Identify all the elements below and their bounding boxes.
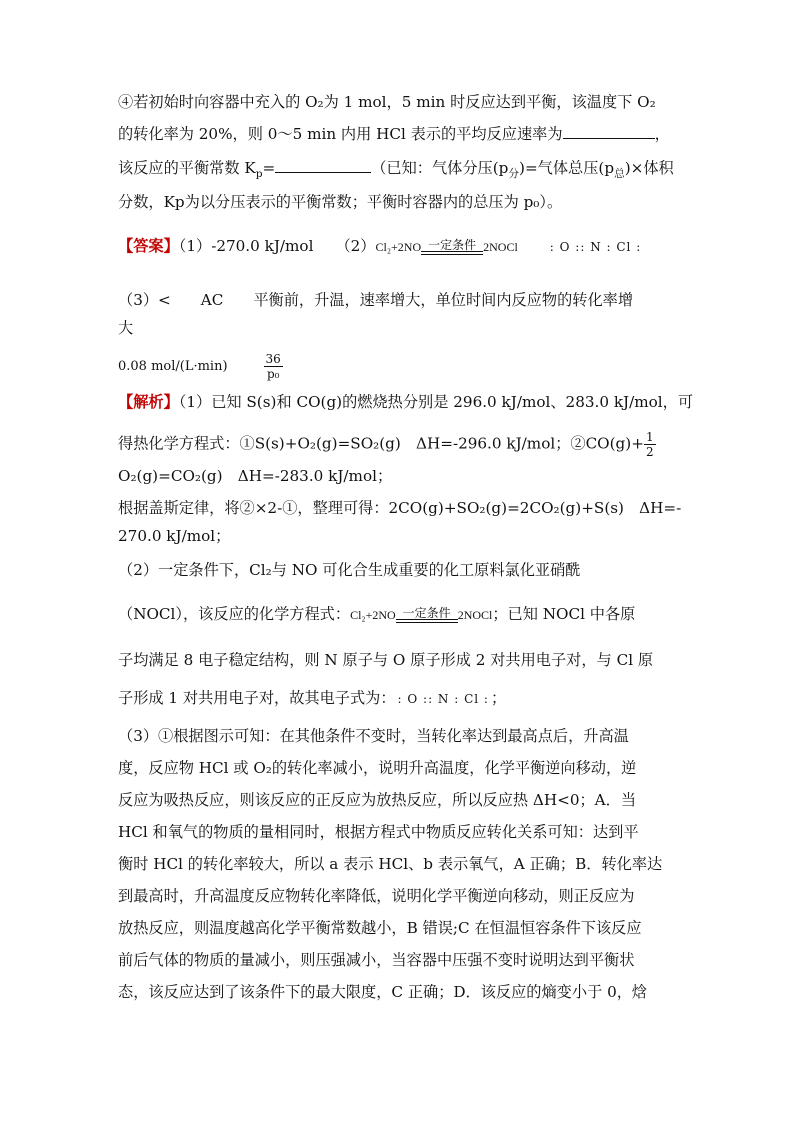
answer-tag: 【答案】 — [118, 237, 179, 255]
q4-line-2-text: 的转化率为 20%，则 0～5 min 内用 HCl 表示的平均反应速率为 — [118, 125, 563, 143]
answer-line-3: 大 — [118, 319, 134, 337]
q4-note-mid: )=气体总压(p — [519, 159, 615, 177]
analysis-line-5: 270.0 kJ/mol； — [118, 527, 231, 545]
half-fraction — [644, 430, 656, 459]
answer-line-2 — [118, 290, 633, 310]
answer-part-1: （1）-270.0 kJ/mol — [178, 237, 314, 255]
lewis-structure-2: : O :: N : Cl : — [397, 692, 489, 706]
analysis-l7-text: （NOCl），该反应的化学方程式： — [118, 605, 351, 623]
q4-line-3 — [118, 158, 674, 184]
eq-right: 2NOCl — [483, 240, 518, 254]
answer-part-2: （2） — [335, 237, 376, 255]
analysis-line-10: （3）①根据图示可知：在其他条件不变时，当转化率达到最高点后，升高温 — [118, 727, 629, 745]
analysis-line-9 — [118, 688, 506, 709]
p-fen-sub: 分 — [508, 167, 520, 181]
answer-kp-fraction — [264, 352, 283, 381]
half-numerator: 1 — [645, 430, 654, 444]
kp-numerator: 36 — [265, 352, 281, 366]
analysis-line-14: 衡时 HCl 的转化率较大，所以 a 表示 HCl、b 表示氧气，A 正确；B．转化率达 — [118, 855, 663, 873]
q4-note-end: )×体积 — [624, 159, 674, 177]
answer-reason-1: 平衡前，升温，速率增大，单位时间内反应物的转化率增 — [253, 291, 634, 309]
q4-equals: = — [262, 159, 276, 177]
eq2-left: Cl₂+2NO — [350, 608, 396, 622]
analysis-l7-end: ；已知 NOCl 中各原 — [492, 605, 636, 623]
analysis-l2-text: 得热化学方程式：①S(s)+O₂(g)=SO₂(g) ΔH=-296.0 kJ/mol；②CO(g)+ — [118, 434, 644, 453]
kp-denominator: p₀ — [266, 367, 280, 381]
analysis-line-13: HCl 和氧气的物质的量相同时，根据方程式中物质反应转化关系可知：达到平 — [118, 823, 639, 841]
analysis-l9-end: ； — [490, 689, 507, 707]
eq2-right: 2NOCl — [457, 608, 493, 622]
eq2-condition: 一定条件 — [402, 606, 451, 620]
chemical-equation-2 — [350, 605, 492, 625]
analysis-line-18: 态，该反应达到了该条件下的最大限度，C 正确；D．该反应的熵变小于 0，焓 — [118, 983, 648, 1001]
kp-subscript: p — [255, 167, 263, 181]
q4-line-1: ④若初始时向容器中充入的 O₂为 1 mol，5 min 时反应达到平衡，该温度下 O₂ — [118, 93, 656, 111]
q4-note-start: （已知：气体分压(p — [371, 159, 509, 177]
eq-condition-arrow — [421, 237, 483, 257]
q4-line-3-text: 该反应的平衡常数 K — [118, 159, 256, 177]
eq-condition: 一定条件 — [428, 238, 477, 252]
analysis-line-12: 反应为吸热反应，则该反应的正反应为放热反应，所以反应热 ΔH<0；A．当 — [118, 791, 637, 809]
answer-part-3: （3）< — [118, 291, 171, 309]
analysis-line-3: O₂(g)=CO₂(g) ΔH=-283.0 kJ/mol； — [118, 467, 393, 485]
answer-line-1 — [118, 236, 643, 257]
q4-line-2-end: ， — [654, 125, 670, 143]
lewis-structure: : O :: N : Cl : — [549, 240, 642, 254]
q4-line-2 — [118, 124, 670, 144]
analysis-line-17: 前后气体的物质的量减小，则压强减小，当容器中压强不变时说明达到平衡状 — [118, 951, 635, 969]
analysis-line-4: 根据盖斯定律，将②×2-①，整理可得：2CO(g)+SO₂(g)=2CO₂(g)+S(s) ΔH=- — [118, 499, 682, 517]
q4-line-4: 分数，Kp为以分压表示的平衡常数；平衡时容器内的总压为 p₀）。 — [118, 193, 563, 211]
eq-left: Cl₂+2NO — [375, 240, 422, 254]
analysis-line-8: 子均满足 8 电子稳定结构，则 N 原子与 O 原子形成 2 对共用电子对，与 Cl 原 — [118, 651, 654, 669]
analysis-tag: 【解析】 — [118, 393, 179, 411]
analysis-line-6: （2）一定条件下，Cl₂与 NO 可化合生成重要的化工原料氯化亚硝酰 — [118, 561, 581, 579]
analysis-line-11: 度，反应物 HCl 或 O₂的转化率减小，说明升高温度，化学平衡逆向移动，逆 — [118, 759, 637, 777]
answer-blank-kp — [275, 158, 371, 173]
half-denominator: 2 — [645, 445, 654, 459]
analysis-line-1 — [118, 392, 693, 412]
analysis-line-15: 到最高时，升高温度反应物转化率降低，说明化学平衡逆向移动，则正反应为 — [118, 887, 635, 905]
analysis-l1-text: （1）已知 S(s)和 CO(g)的燃烧热分别是 296.0 kJ/mol、283.0 kJ/mol，可 — [178, 393, 694, 411]
answer-ac: AC — [200, 291, 224, 309]
analysis-line-7 — [118, 604, 635, 625]
answer-line-4 — [118, 352, 283, 381]
analysis-line-16: 放热反应，则温度越高化学平衡常数越小，B 错误;C 在恒温恒容条件下该反应 — [118, 919, 642, 937]
eq2-condition-arrow — [396, 605, 458, 625]
analysis-line-2 — [118, 430, 656, 459]
chemical-equation — [375, 237, 517, 257]
p-zong-sub: 总 — [614, 167, 625, 181]
analysis-l9-text: 子形成 1 对共用电子对，故其电子式为： — [118, 689, 396, 707]
answer-rate: 0.08 mol/(L·min) — [118, 359, 228, 374]
answer-blank-rate — [563, 124, 655, 139]
